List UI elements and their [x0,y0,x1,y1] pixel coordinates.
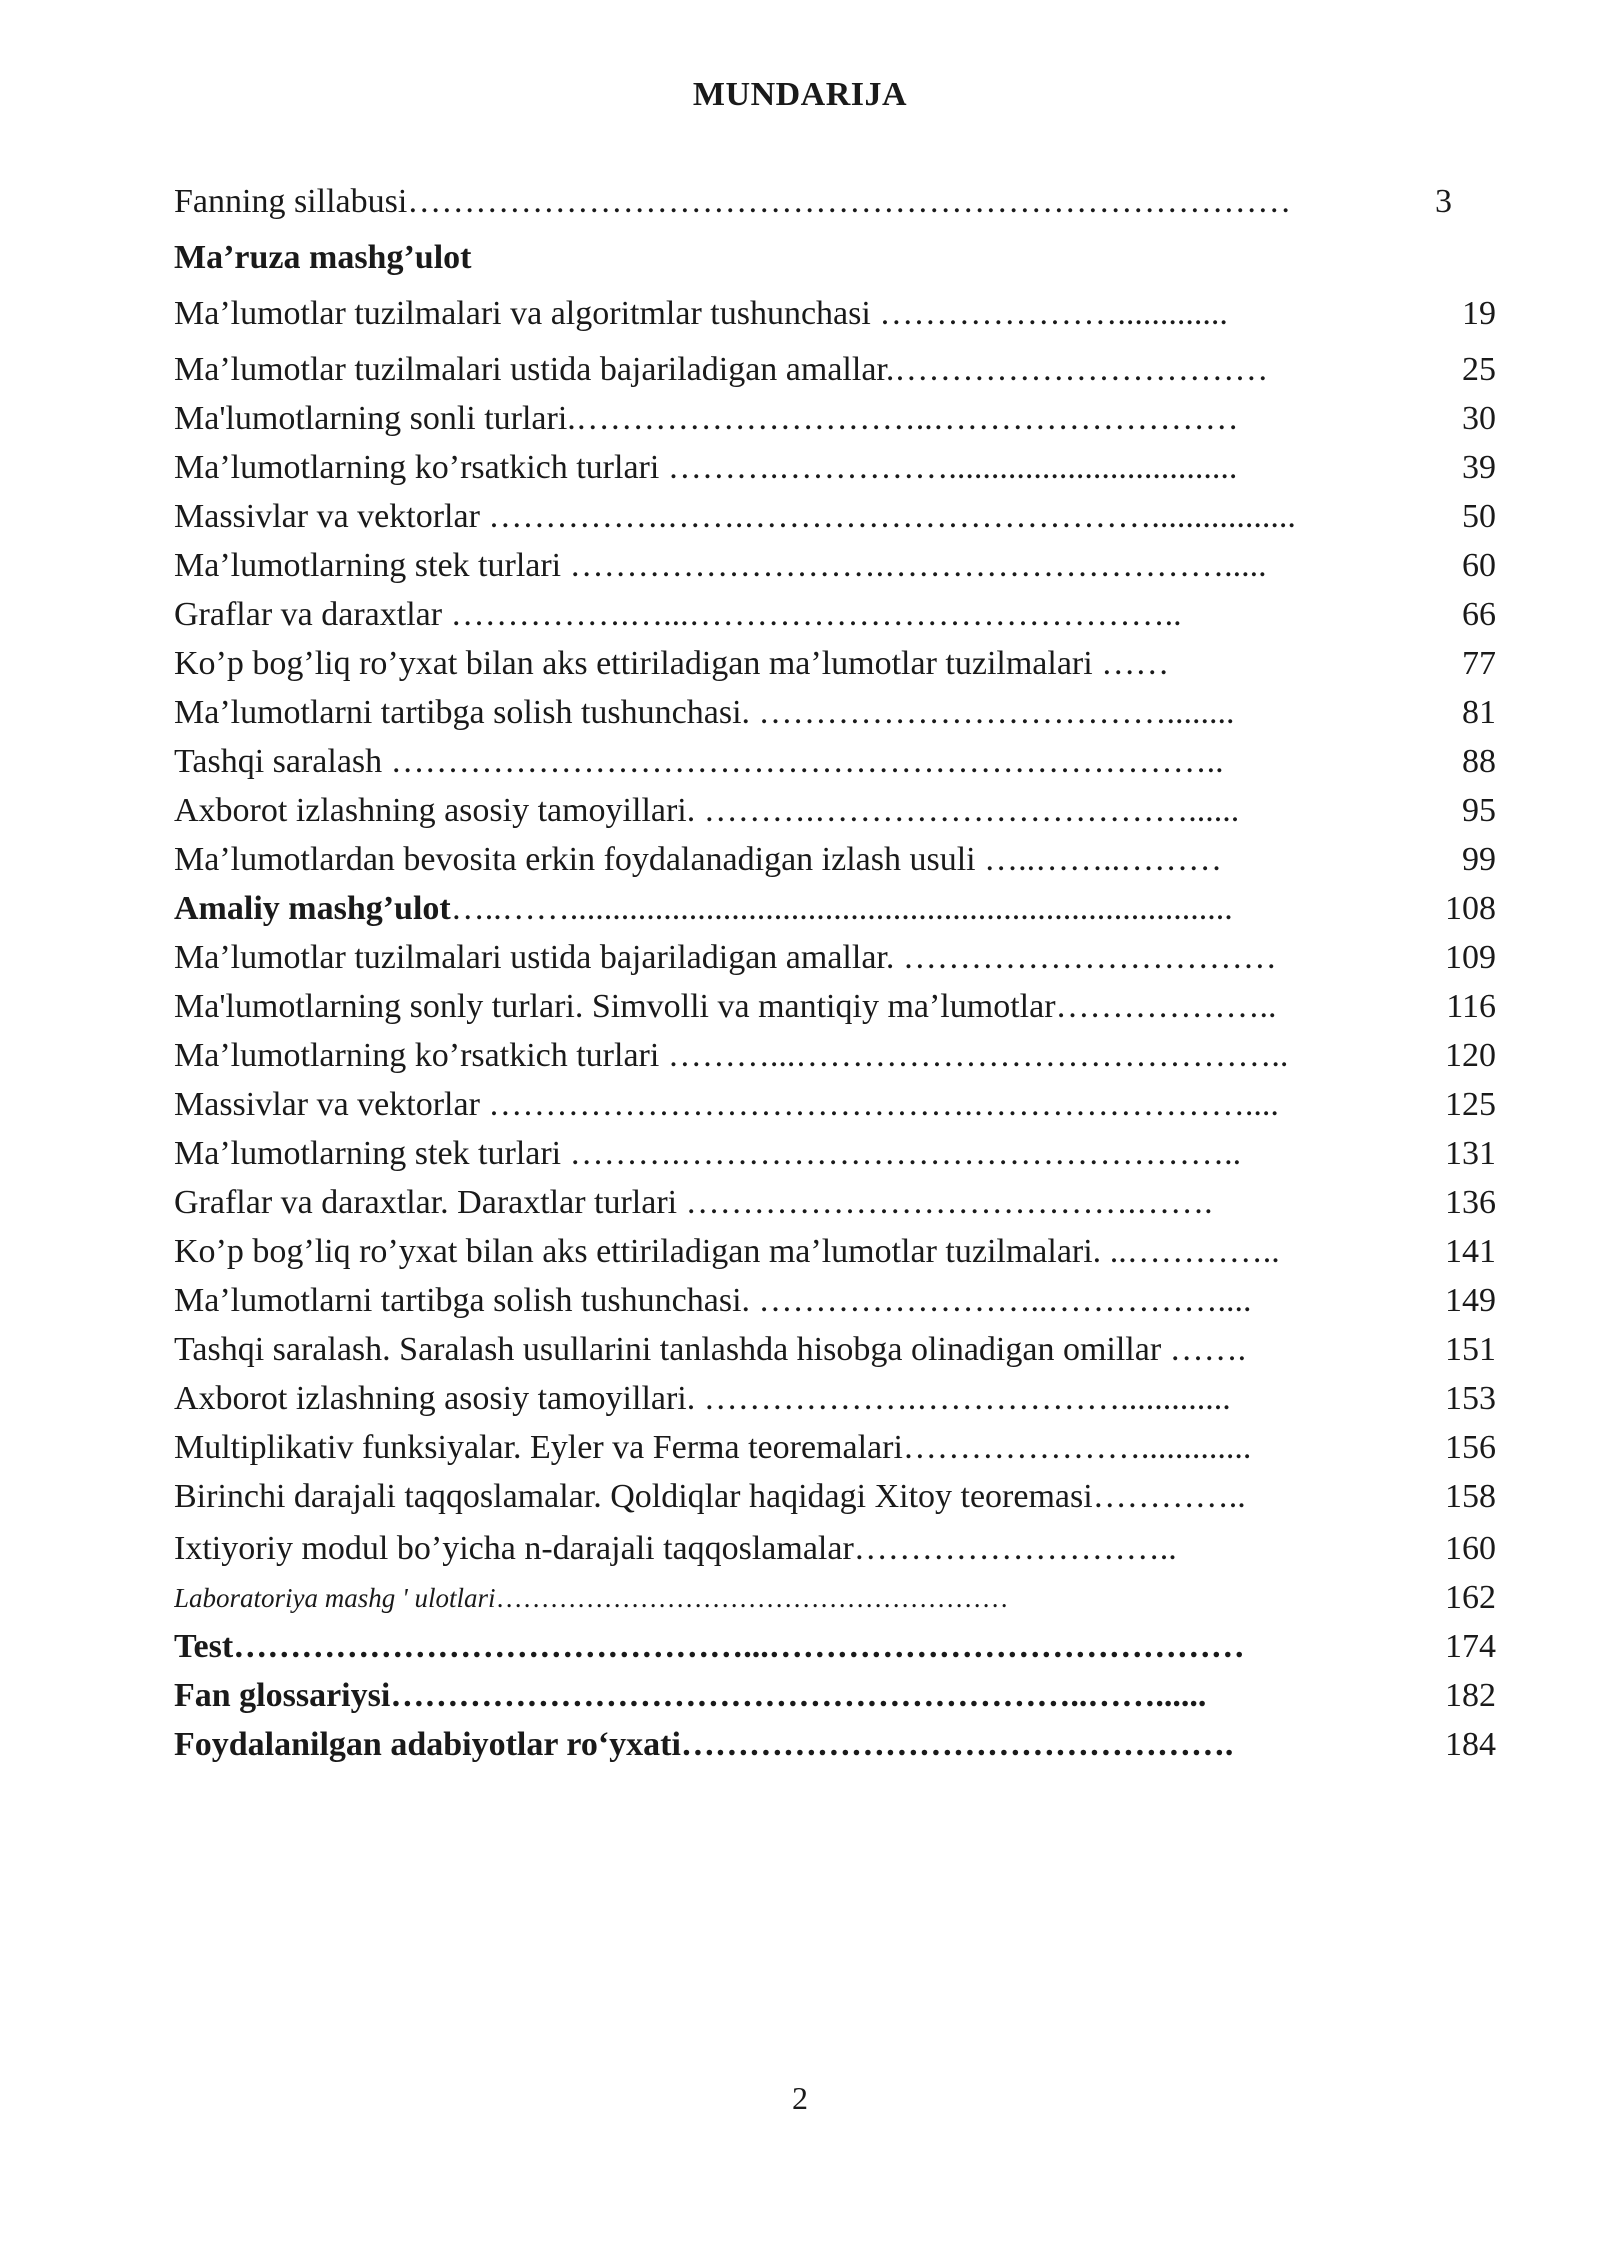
toc-page-number: 3 [1435,183,1452,220]
toc-page-number: 182 [1445,1677,1496,1714]
toc-entry[interactable] [174,738,1496,786]
toc-entry[interactable] [174,640,1496,688]
toc-page-number: 109 [1445,939,1496,976]
toc-page-number: 131 [1445,1135,1496,1172]
toc-entry[interactable] [174,1032,1496,1080]
toc-entry-text: Ma’lumotlarning stek turlari ……………………….…………………………..... [174,547,1267,584]
toc-page-number: 77 [1462,645,1496,682]
toc-entry[interactable] [174,1473,1496,1521]
toc-page-number: 120 [1445,1037,1496,1074]
toc-entry[interactable] [174,787,1496,835]
toc-page-number: 25 [1462,351,1496,388]
toc-page-number: 125 [1445,1086,1496,1123]
toc-entry[interactable] [174,493,1496,541]
toc-page-number: 50 [1462,498,1496,535]
toc-entry[interactable] [174,1525,1496,1573]
toc-entry-text: Massivlar va vektorlar …………………………………….…………………….... [174,1086,1279,1123]
toc-page-number: 184 [1445,1726,1496,1763]
toc-entry-text: Ma’lumotlarning ko’rsatkich turlari ……….…………….................................. [174,449,1238,486]
toc-page-number: 149 [1445,1282,1496,1319]
toc-entry-text: Ma’lumotlar tuzilmalari ustida bajariladigan amallar.…………………………… [174,351,1269,388]
toc-page-number: 162 [1445,1579,1496,1616]
toc-entry-text: Birinchi darajali taqqoslamalar. Qoldiqlar haqidagi Xitoy teoremasi………….. [174,1478,1246,1515]
toc-entry[interactable] [174,395,1496,443]
toc-entry-text: Fan glossariysi……………………………………………………..……...... [174,1677,1207,1714]
toc-page-number: 39 [1462,449,1496,486]
toc-entry-text: Ko’p bog’liq ro’yxat bilan aks ettiriladigan ma’lumotlar tuzilmalari. ..………….. [174,1233,1280,1270]
toc-entry-text: Graflar va daraxtlar …………….…...…………………………………….. [174,596,1182,633]
toc-page-number: 141 [1445,1233,1496,1270]
toc-entry[interactable] [174,1179,1496,1227]
toc-entry[interactable] [174,1375,1496,1423]
toc-entry[interactable] [174,346,1496,394]
toc-entry-text: Ma’lumotlarni tartibga solish tushunchasi. ……………………..…………….... [174,1282,1252,1319]
toc-entry-text: Ma'lumotlarning sonli turlari.…………………………..……………………… [174,400,1239,437]
toc-entry-text: Tashqi saralash ……………………………………………………………….. [174,743,1224,780]
toc-entry[interactable] [174,591,1496,639]
toc-entry[interactable] [174,1228,1496,1276]
toc-entry-text: Tashqi saralash. Saralash usullarini tanlashda hisobga olinadigan omillar ……. [174,1331,1247,1368]
toc-entry-text: Foydalanilgan adabiyotlar ro‘yxati…………………………………………. [174,1726,1234,1763]
toc-entry-text: Ma’lumotlardan bevosita erkin foydalanadigan izlash usuli …..……..……… [174,841,1223,878]
toc-entry[interactable] [174,1424,1496,1472]
toc-page-number: 99 [1462,841,1496,878]
toc-entry-text: Multiplikativ funksiyalar. Eyler va Ferma teoremalari…………………............. [174,1429,1252,1466]
toc-entry-text: Ma'lumotlarning sonly turlari. Simvolli va mantiqiy ma’lumotlar……………….. [174,988,1277,1025]
toc-page-number: 108 [1445,890,1496,927]
toc-entry-text: Massivlar va vektorlar …………….…….………………………………................. [174,498,1296,535]
page-number-footer: 2 [792,2080,808,2116]
toc-page-number: 116 [1446,988,1496,1025]
toc-entry-text: Ma’lumotlarning ko’rsatkich turlari ………...…………………………………….. [174,1037,1289,1074]
toc-entry-text: Ma’lumotlarni tartibga solish tushunchasi. ………………………………........ [174,694,1235,731]
toc-page-number: 160 [1445,1530,1496,1567]
toc-entry[interactable] [174,1623,1496,1671]
toc-entry-text: Axborot izlashning asosiy tamoyillari. ……….……………………………...... [174,792,1240,829]
toc-entry[interactable] [174,1277,1496,1325]
toc-entry-text: Fanning sillabusi…………………………………………………………………… [174,183,1292,220]
toc-entry[interactable] [174,836,1496,884]
toc-entry[interactable] [174,290,1496,338]
toc-entry-text: Test………………………………………...…………………………………… [174,1628,1245,1665]
toc-entry[interactable] [174,1672,1496,1720]
toc-entry-text: Ma’lumotlar tuzilmalari va algoritmlar tushunchasi …………………............. [174,295,1228,332]
toc-page-number: 81 [1462,694,1496,731]
page-title: MUNDARIJA [692,76,908,113]
toc-page-number: 66 [1462,596,1496,633]
toc-entry[interactable] [174,885,1496,933]
toc-entry[interactable] [174,1721,1496,1769]
toc-entry[interactable] [174,178,1496,226]
toc-page-number: 158 [1445,1478,1496,1515]
toc-entry-text: Ko’p bog’liq ro’yxat bilan aks ettiriladigan ma’lumotlar tuzilmalari …… [174,645,1170,682]
toc-page-number: 174 [1445,1628,1496,1665]
toc-entry[interactable] [174,542,1496,590]
toc-page-number: 156 [1445,1429,1496,1466]
toc-page-number: 136 [1445,1184,1496,1221]
toc-page-number: 30 [1462,400,1496,437]
toc-entry-text: Ixtiyoriy modul bo’yicha n-darajali taqqoslamalar……………………….. [174,1530,1177,1567]
toc-page-number: 153 [1445,1380,1496,1417]
toc-entry[interactable] [174,934,1496,982]
toc-entry[interactable] [174,983,1496,1031]
toc-entry-text: Laboratoriya mashg ' ulotlari………………………………………………… [174,1583,1009,1613]
toc-entry[interactable] [174,1326,1496,1374]
toc-page-number: 95 [1462,792,1496,829]
toc-entry[interactable] [174,444,1496,492]
toc-entry[interactable] [174,1081,1496,1129]
toc-entry-text: Ma’lumotlarning stek turlari ……….………………………………………….. [174,1135,1242,1172]
toc-entry[interactable] [174,1130,1496,1178]
toc-entry-text: Ma’lumotlar tuzilmalari ustida bajariladigan amallar. …………………………… [174,939,1277,976]
toc-page-number: 60 [1462,547,1496,584]
toc-page-number: 19 [1462,295,1496,332]
toc-entry[interactable] [174,1574,1496,1622]
toc-entry-text: Graflar va daraxtlar. Daraxtlar turlari ………………………………….……. [174,1184,1213,1221]
toc-entry-text: Amaliy mashg’ulot…..…….............................................................................. [174,890,1233,927]
toc-page-number: 151 [1445,1331,1496,1368]
toc-page-number: 88 [1462,743,1496,780]
toc-entry[interactable] [174,689,1496,737]
toc-entry-text: Ma’ruza mashg’ulot [174,239,472,276]
toc-section-heading [174,234,1496,282]
toc-entry-text: Axborot izlashning asosiy tamoyillari. ……………….………………............. [174,1380,1231,1417]
